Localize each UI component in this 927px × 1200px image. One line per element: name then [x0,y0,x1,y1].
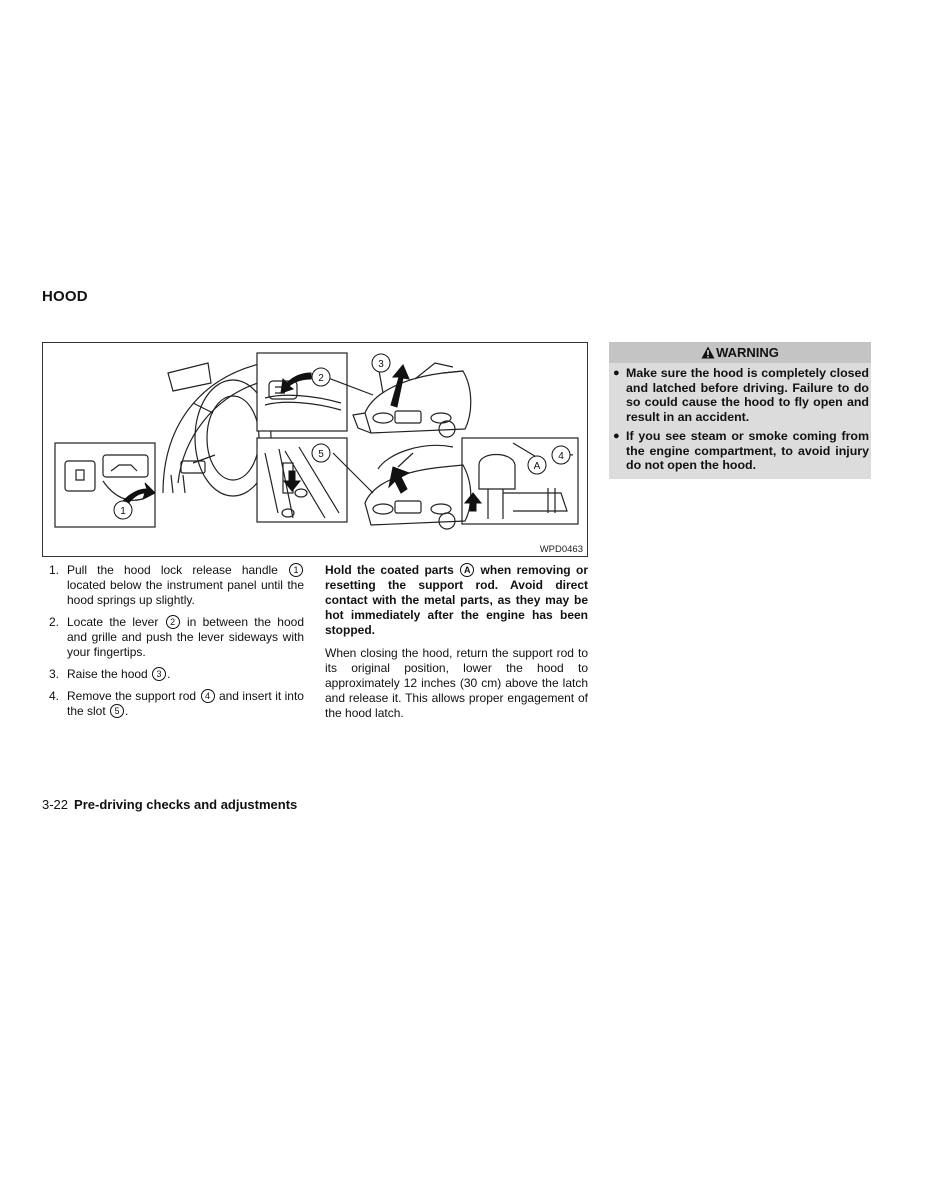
step-item: 4. Remove the support rod 4 and insert it into the slot 5 . [49,689,304,718]
figure-code: WPD0463 [539,544,583,555]
callout-3: 3 [378,359,384,370]
warning-box [609,342,871,479]
ref-circle: A [460,563,474,577]
page-number: 3-22 [42,797,69,812]
callout-a: A [533,461,541,472]
closing-instructions: When closing the hood, return the support rod to its original position, lower the hood to approximately 12 inches (30 cm) above the latch and release it. This allows proper engagement of the hood latch. [325,646,588,720]
callout-4: 4 [558,451,564,462]
page-footer [42,797,297,812]
step-item: 1. Pull the hood lock release handle 1 located below the instrument panel until the hood springs up slightly. [49,563,304,607]
ref-circle: 4 [201,689,215,703]
callout-1: 1 [120,506,126,517]
ref-circle: 3 [152,667,166,681]
step-item: 3. Raise the hood 3 . [49,667,171,681]
hood-illustration [42,342,588,557]
step-item: 2. Locate the lever 2 in between the hood and grille and push the lever sideways with your fingertips. [49,615,304,659]
chapter-title: Pre-driving checks and adjustments [74,797,298,812]
ref-circle: 2 [166,615,180,629]
callout-2: 2 [318,373,324,384]
ref-circle: 5 [110,704,124,718]
hood-illustration-drawing [43,343,589,558]
warning-header [609,342,871,363]
caution-column [325,563,588,721]
callout-5: 5 [318,449,324,460]
warning-triangle-icon [701,346,715,359]
steps-column [42,563,304,726]
warning-item: ● Make sure the hood is completely closed and latched before driving. Failure to do so could cause the hood to fly open and result in an accident. [613,366,869,424]
caution-text: Hold the coated parts A when removing or resetting the support rod. Avoid direct contact with the metal parts, as they may be hot immediately after the engine has been stopped. [325,563,588,637]
warning-title: WARNING [716,345,779,360]
warning-item: ● If you see steam or smoke coming from the engine compartment, to avoid injury do not open the hood. [613,429,869,472]
section-title: HOOD [42,288,88,305]
ref-circle: 1 [289,563,303,577]
